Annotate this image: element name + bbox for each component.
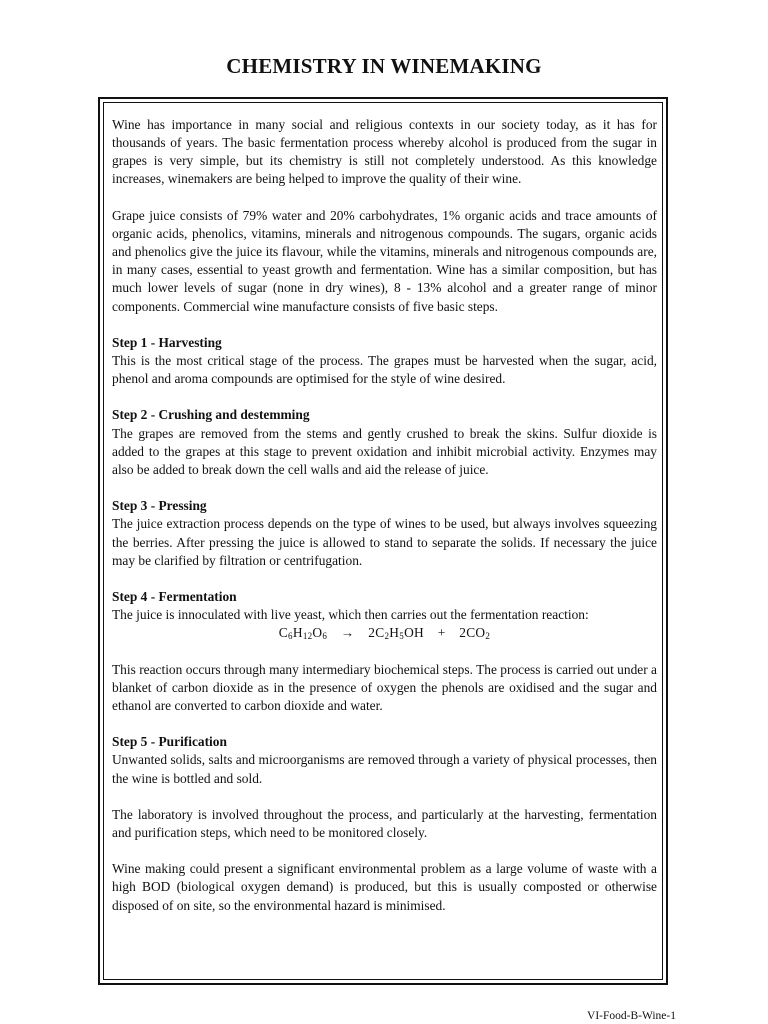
step-4-heading: Step 4 - Fermentation xyxy=(112,588,237,604)
step-2-text: The grapes are removed from the stems and gently crushed to break the skins. Sulfur dioxide is added to the grapes at this stage to prevent oxidation and inhibit microbial activity. Enzymes may also be added to break down the cell walls and aid the release of juice. xyxy=(112,425,657,477)
intro-paragraph-1: Wine has importance in many social and religious contexts in our society today, as it has for thousands of years. The basic fermentation process whereby alcohol is produced from the sugar in grapes is very simple, but its chemistry is still not completely understood. As this knowledge increases, winemakers are being helped to improve the quality of their wine. xyxy=(112,117,657,187)
step-5-text: Unwanted solids, salts and microorganisms are removed through a variety of physical processes, then the wine is bottled and sold. xyxy=(112,752,657,786)
intro-paragraph-2: Grape juice consists of 79% water and 20% carbohydrates, 1% organic acids and trace amounts of organic acids, phenolics, vitamins, minerals and nitrogenous compounds. The sugars, organic acids and phenolics give the juice its flavour, while the vitamins, minerals and nitrogenous compounds are, in many cases, essential to yeast growth and fermentation. Wine has a similar composition, but has much lower levels of sugar (none in dry wines), 8 - 13% alcohol and a greater range of minor components. Commercial wine manufacture consists of five basic steps. xyxy=(112,207,657,314)
step-3-heading: Step 3 - Pressing xyxy=(112,498,207,514)
fermentation-equation: $C_6H_{12}O_6 \to 2C_2H_5OH + 2CO_2$ xyxy=(278,625,491,642)
page-footer-code: VI-Food-B-Wine-1 xyxy=(587,1010,676,1022)
closing-paragraph-2: Wine making could present a significant environmental problem as a large volume of waste with a high BOD (biological oxygen demand) is produced, but this is usually composted or otherwise disposed of on site, so the environmental hazard is minimised. xyxy=(112,861,657,913)
step-4-after-text: This reaction occurs through many intermediary biochemical steps. The process is carried out under a blanket of carbon dioxide as in the presence of oxygen the phenols are oxidised and the sugar and ethanol are converted to carbon dioxide and water. xyxy=(112,661,657,713)
step-1-text: This is the most critical stage of the process. The grapes must be harvested when the sugar, acid, phenol and aroma compounds are optimised for the style of wine desired. xyxy=(112,353,657,387)
page-title: CHEMISTRY IN WINEMAKING xyxy=(226,54,542,78)
closing-paragraph-1: The laboratory is involved throughout the process, and particularly at the harvesting, fermentation and purification steps, which need to be monitored closely. xyxy=(112,806,657,840)
step-4-text: The juice is innoculated with live yeast, which then carries out the fermentation reaction: xyxy=(112,607,589,623)
arrow-icon: → xyxy=(340,625,355,641)
step-5-heading: Step 5 - Purification xyxy=(112,734,227,750)
document-body xyxy=(112,116,657,915)
step-3-text: The juice extraction process depends on the type of wines to be used, but always involves squeezing the berries. After pressing the juice is allowed to stand to separate the solids. If necessary the juice may be clarified by filtration or centrifugation. xyxy=(112,516,657,568)
step-1-heading: Step 1 - Harvesting xyxy=(112,334,222,350)
step-2-heading: Step 2 - Crushing and destemming xyxy=(112,407,310,423)
